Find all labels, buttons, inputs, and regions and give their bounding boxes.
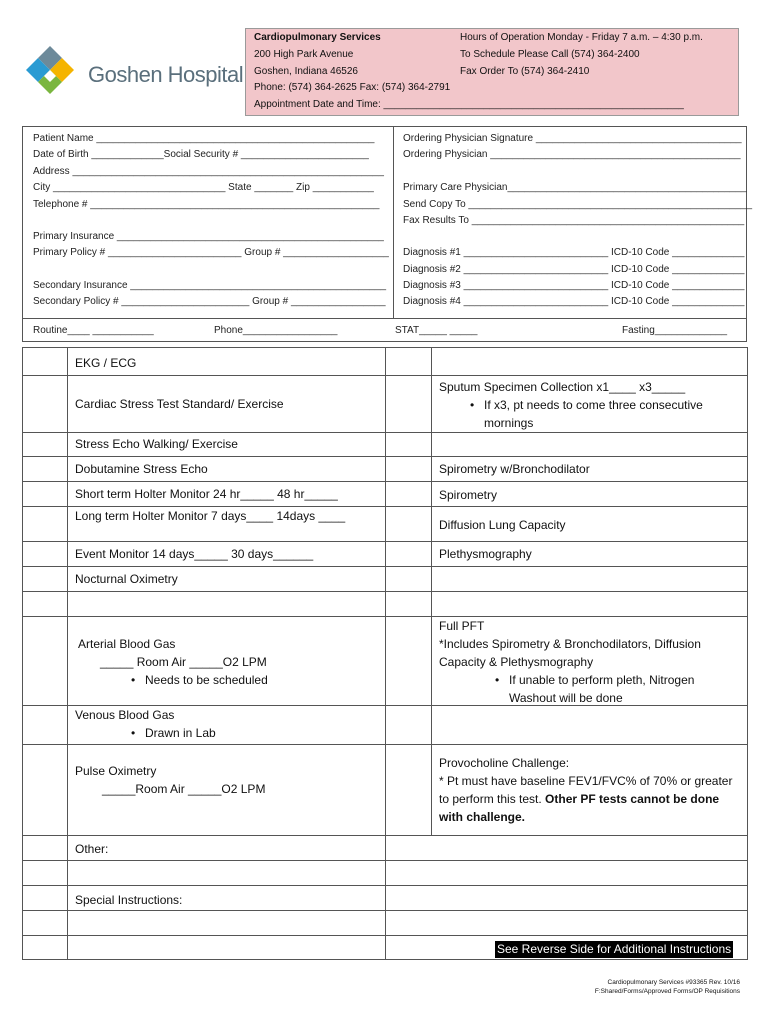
row-line <box>22 375 748 376</box>
row-line <box>22 935 748 936</box>
priority-phone-field[interactable]: Phone_________________ <box>214 325 338 336</box>
goshen-hospital-logo-mark <box>22 44 78 102</box>
secondary-policy-field[interactable]: Secondary Policy # _______________________ Group # _________________ <box>33 296 386 307</box>
row-line <box>22 835 748 836</box>
other-label: Other: <box>75 842 109 856</box>
primary-policy-field[interactable]: Primary Policy # ________________________ Group # ___________________ <box>33 247 389 258</box>
row-line <box>22 744 748 745</box>
test-spirometry-bronchodilator: Spirometry w/Bronchodilator <box>439 462 590 476</box>
row-line <box>22 432 748 433</box>
ordering-physician-signature-field[interactable]: Ordering Physician Signature _____________________________________ <box>403 133 742 144</box>
dob-ssn-field[interactable]: Date of Birth _____________Social Security # _______________________ <box>33 149 369 160</box>
test-stress-echo: Stress Echo Walking/ Exercise <box>75 437 238 451</box>
special-instructions-label: Special Instructions: <box>75 893 183 907</box>
stat-field[interactable]: STAT_____ _____ <box>395 325 478 336</box>
test-plethysmography: Plethysmography <box>439 547 532 561</box>
test-pulse-oximetry: Pulse Oximetry <box>75 764 157 778</box>
center-column-line <box>385 347 386 960</box>
form-path: F:Shared/Forms/Approved Forms/OP Requisitions <box>594 988 740 995</box>
test-short-holter: Short term Holter Monitor 24 hr_____ 48 hr_____ <box>75 487 338 501</box>
abg-options: _____ Room Air _____O2 LPM <box>100 655 267 669</box>
left-checkbox-column-line <box>67 347 68 960</box>
fax-results-to-field[interactable]: Fax Results To _________________________________________________ <box>403 215 745 226</box>
test-diffusion: Diffusion Lung Capacity <box>439 518 566 532</box>
row-line <box>22 456 748 457</box>
city-state-zip-field[interactable]: City _______________________________ State _______ Zip ___________ <box>33 182 374 193</box>
secondary-insurance-field[interactable]: Secondary Insurance ______________________________________________ <box>33 280 387 291</box>
primary-care-physician-field[interactable]: Primary Care Physician___________________________________________ <box>403 182 747 193</box>
phone-fax: Phone: (574) 364-2625 Fax: (574) 364-2791 <box>254 82 451 93</box>
provocholine-warning: Other PF tests cannot be done with challenge. <box>439 792 720 824</box>
address-line-1: 200 High Park Avenue <box>254 49 354 60</box>
send-copy-to-field[interactable]: Send Copy To ___________________________________________________ <box>403 199 753 210</box>
test-cardiac-stress: Cardiac Stress Test Standard/ Exercise <box>75 397 284 411</box>
patient-info-divider <box>393 126 394 318</box>
row-line <box>22 566 748 567</box>
row-line <box>22 541 748 542</box>
test-spirometry: Spirometry <box>439 488 498 502</box>
patient-name-field[interactable]: Patient Name __________________________________________________ <box>33 133 375 144</box>
test-arterial-blood-gas: Arterial Blood Gas <box>78 637 176 651</box>
test-event-monitor: Event Monitor 14 days_____ 30 days______ <box>75 547 314 561</box>
form-footer <box>595 978 740 996</box>
diagnosis-3-field[interactable]: Diagnosis #3 __________________________ ICD-10 Code _____________ <box>403 280 745 291</box>
primary-insurance-field[interactable]: Primary Insurance ________________________________________________ <box>33 231 384 242</box>
hospital-name-logo-text: Goshen Hospital <box>88 62 244 87</box>
test-long-holter: Long term Holter Monitor 7 days____ 14days ____ <box>75 509 346 523</box>
test-full-pft: Full PFT <box>439 619 485 633</box>
row-line <box>22 616 748 617</box>
diagnosis-1-field[interactable]: Diagnosis #1 __________________________ ICD-10 Code _____________ <box>403 247 745 258</box>
fasting-field[interactable]: Fasting_____________ <box>622 325 728 336</box>
test-venous-blood-gas: Venous Blood Gas <box>75 708 175 722</box>
row-line <box>22 591 748 592</box>
department-name: Cardiopulmonary Services <box>254 32 381 43</box>
header-info-box <box>245 28 739 116</box>
sputum-note: • If x3, pt needs to come three consecutive mornings <box>484 396 734 432</box>
pulse-oximetry-options: _____Room Air _____O2 LPM <box>102 782 266 796</box>
diagnosis-4-field[interactable]: Diagnosis #4 __________________________ ICD-10 Code _____________ <box>403 296 745 307</box>
test-ekg: EKG / ECG <box>75 356 137 370</box>
see-reverse-side-banner: See Reverse Side for Additional Instructions <box>497 942 732 956</box>
venous-note-list <box>145 724 216 742</box>
hours-of-operation: Hours of Operation Monday - Friday 7 a.m. – 4:30 p.m. <box>460 32 703 43</box>
row-line <box>22 481 748 482</box>
provocholine-requirement: * Pt must have baseline FEV1/FVC% of 70% or greater to perform this test. <box>439 774 733 806</box>
form-revision: Cardiopulmonary Services #93365 Rev. 10/16 <box>607 979 740 986</box>
telephone-field[interactable]: Telephone # ____________________________________________________ <box>33 199 380 210</box>
provocholine-description <box>439 772 739 826</box>
address-line-2: Goshen, Indiana 46526 <box>254 66 358 77</box>
schedule-phone: To Schedule Please Call (574) 364-2400 <box>460 49 640 60</box>
full-pft-note-list <box>509 671 734 707</box>
ordering-physician-field[interactable]: Ordering Physician _____________________________________________ <box>403 149 741 160</box>
venous-note: • Drawn in Lab <box>145 724 216 742</box>
row-line <box>22 910 748 911</box>
row-line <box>22 860 748 861</box>
row-line <box>22 885 748 886</box>
test-provocholine: Provocholine Challenge: <box>439 756 570 770</box>
routine-field[interactable]: Routine____ ___________ <box>33 325 154 336</box>
priority-divider <box>22 318 747 319</box>
test-dobutamine: Dobutamine Stress Echo <box>75 462 208 476</box>
abg-note-list <box>145 671 268 689</box>
test-sputum: Sputum Specimen Collection x1____ x3_____ <box>439 380 686 394</box>
full-pft-note: • If unable to perform pleth, Nitrogen Washout will be done <box>509 671 734 707</box>
diagnosis-2-field[interactable]: Diagnosis #2 __________________________ ICD-10 Code _____________ <box>403 264 745 275</box>
appointment-field[interactable]: Appointment Date and Time: ______________________________________________________ <box>254 99 684 110</box>
abg-note: • Needs to be scheduled <box>145 671 268 689</box>
full-pft-description: *Includes Spirometry & Bronchodilators, Diffusion Capacity & Plethysmography <box>439 637 701 669</box>
test-nocturnal-oximetry: Nocturnal Oximetry <box>75 572 178 586</box>
sputum-note-list <box>484 396 734 432</box>
fax-order-number: Fax Order To (574) 364-2410 <box>460 66 590 77</box>
address-field[interactable]: Address ________________________________________________________ <box>33 166 384 177</box>
